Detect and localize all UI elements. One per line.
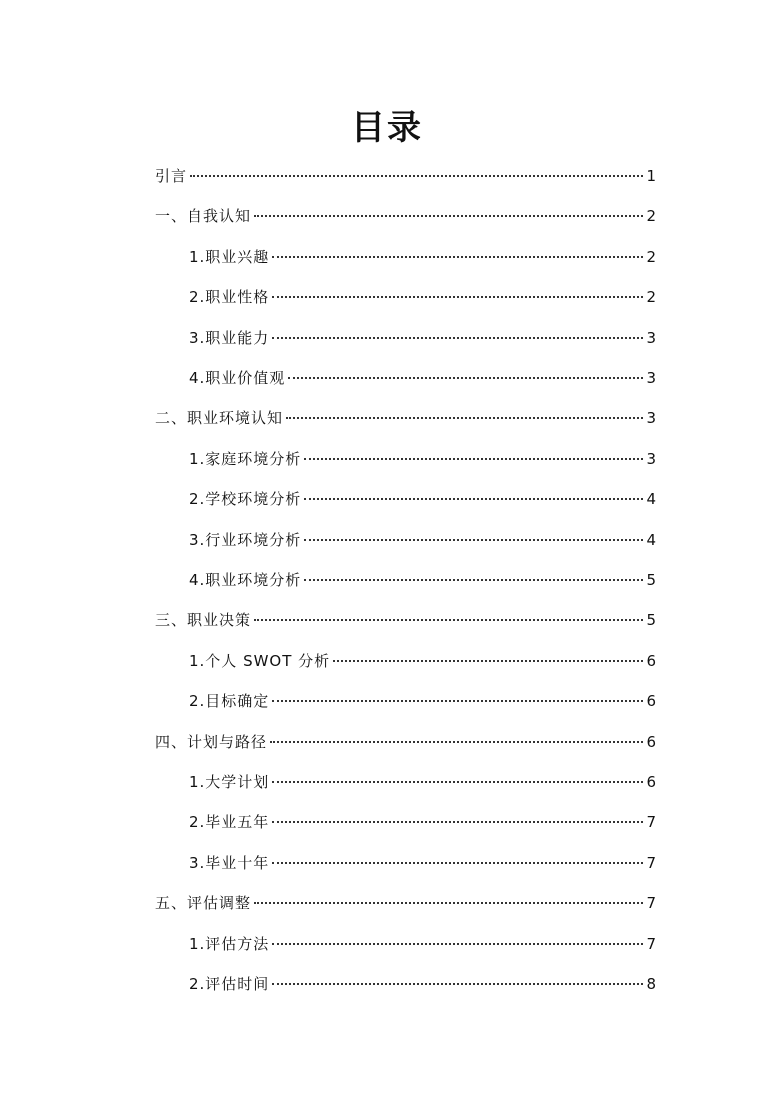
dot-leader xyxy=(254,215,643,217)
toc-entry-label: 三、职业决策 xyxy=(155,611,252,630)
toc-entry[interactable] xyxy=(189,439,656,479)
toc-entry-page-number: 6 xyxy=(646,651,656,670)
toc-entry[interactable] xyxy=(189,964,656,1004)
dot-leader xyxy=(304,539,643,541)
toc-entry-label: 3.毕业十年 xyxy=(189,853,270,872)
dot-leader xyxy=(304,498,643,500)
toc-entry-label: 1.评估方法 xyxy=(189,934,270,953)
dot-leader xyxy=(272,337,643,339)
toc-entry-page-number: 6 xyxy=(646,773,656,791)
dot-leader xyxy=(304,579,643,581)
dot-leader xyxy=(272,862,643,864)
toc-entry-page-number: 6 xyxy=(646,732,656,751)
toc-entry[interactable] xyxy=(155,398,656,438)
dot-leader xyxy=(333,660,643,662)
toc-entry-page-number: 8 xyxy=(646,975,656,993)
dot-leader xyxy=(304,458,643,460)
toc-entry-label: 4.职业环境分析 xyxy=(189,571,302,589)
toc-entry-page-number: 5 xyxy=(646,611,656,630)
toc-entry-page-number: 2 xyxy=(646,288,656,307)
toc-entry-label: 四、计划与路径 xyxy=(155,732,268,751)
toc-entry[interactable] xyxy=(189,318,656,358)
toc-entry-page-number: 5 xyxy=(646,571,656,589)
dot-leader xyxy=(272,781,643,783)
toc-entry-label: 1.家庭环境分析 xyxy=(189,449,302,468)
toc-entry-page-number: 7 xyxy=(646,853,656,872)
toc-entry-page-number: 4 xyxy=(646,530,656,549)
toc-entry[interactable] xyxy=(189,560,656,600)
toc-entry-page-number: 2 xyxy=(646,207,656,226)
toc-entry-page-number: 7 xyxy=(646,934,656,953)
toc-entry-label: 1.职业兴趣 xyxy=(189,247,270,266)
toc-entry-label: 3.职业能力 xyxy=(189,328,270,347)
toc-entry[interactable] xyxy=(189,924,656,964)
toc-entry-label: 2.毕业五年 xyxy=(189,813,270,832)
toc-entry[interactable] xyxy=(189,762,656,802)
toc-entry-page-number: 1 xyxy=(646,167,656,185)
dot-leader xyxy=(272,296,643,298)
dot-leader xyxy=(288,377,643,379)
toc-entry[interactable] xyxy=(189,277,656,317)
toc-entry-page-number: 3 xyxy=(646,328,656,347)
toc-entry[interactable] xyxy=(155,600,656,640)
toc-entry-label: 2.目标确定 xyxy=(189,692,270,711)
toc-entry-label: 4.职业价值观 xyxy=(189,369,286,387)
toc-entry[interactable] xyxy=(189,681,656,721)
dot-leader xyxy=(254,619,643,621)
toc-entry-label: 2.学校环境分析 xyxy=(189,490,302,509)
toc-entry[interactable] xyxy=(155,156,656,196)
toc-entry[interactable] xyxy=(189,479,656,519)
toc-entry[interactable] xyxy=(189,802,656,842)
toc-entry[interactable] xyxy=(189,843,656,883)
toc-entry-page-number: 4 xyxy=(646,490,656,509)
toc-entry-label: 3.行业环境分析 xyxy=(189,530,302,549)
toc-entry[interactable] xyxy=(155,883,656,923)
dot-leader xyxy=(286,417,643,419)
toc-entry-page-number: 3 xyxy=(646,449,656,468)
toc-entry-label: 一、自我认知 xyxy=(155,207,252,226)
dot-leader xyxy=(272,256,643,258)
toc-entry[interactable] xyxy=(155,722,656,762)
dot-leader xyxy=(272,821,643,823)
toc-entry-label: 五、评估调整 xyxy=(155,894,252,913)
toc-entry-page-number: 7 xyxy=(646,894,656,913)
page-title: 目录 xyxy=(351,108,423,148)
toc-entry-label: 1.大学计划 xyxy=(189,773,270,791)
toc-entry[interactable] xyxy=(189,520,656,560)
dot-leader xyxy=(272,943,643,945)
toc-entry[interactable] xyxy=(189,358,656,398)
toc-entry-label: 二、职业环境认知 xyxy=(155,409,284,428)
toc-entry-page-number: 7 xyxy=(646,813,656,832)
dot-leader xyxy=(254,902,643,904)
dot-leader xyxy=(272,700,643,702)
toc-entry-label: 2.评估时间 xyxy=(189,975,270,993)
dot-leader xyxy=(272,983,643,985)
toc-entry-page-number: 2 xyxy=(646,247,656,266)
toc-entry[interactable] xyxy=(189,641,656,681)
toc-entry-label: 1.个人 SWOT 分析 xyxy=(189,651,331,670)
dot-leader xyxy=(190,175,643,177)
toc-entry-page-number: 3 xyxy=(646,369,656,387)
dot-leader xyxy=(270,741,643,743)
toc-entry-label: 引言 xyxy=(155,167,188,185)
toc-entry[interactable] xyxy=(155,196,656,236)
toc-entry-label: 2.职业性格 xyxy=(189,288,270,307)
toc-entry-page-number: 3 xyxy=(646,409,656,428)
toc-entry-page-number: 6 xyxy=(646,692,656,711)
toc-entry[interactable] xyxy=(189,237,656,277)
